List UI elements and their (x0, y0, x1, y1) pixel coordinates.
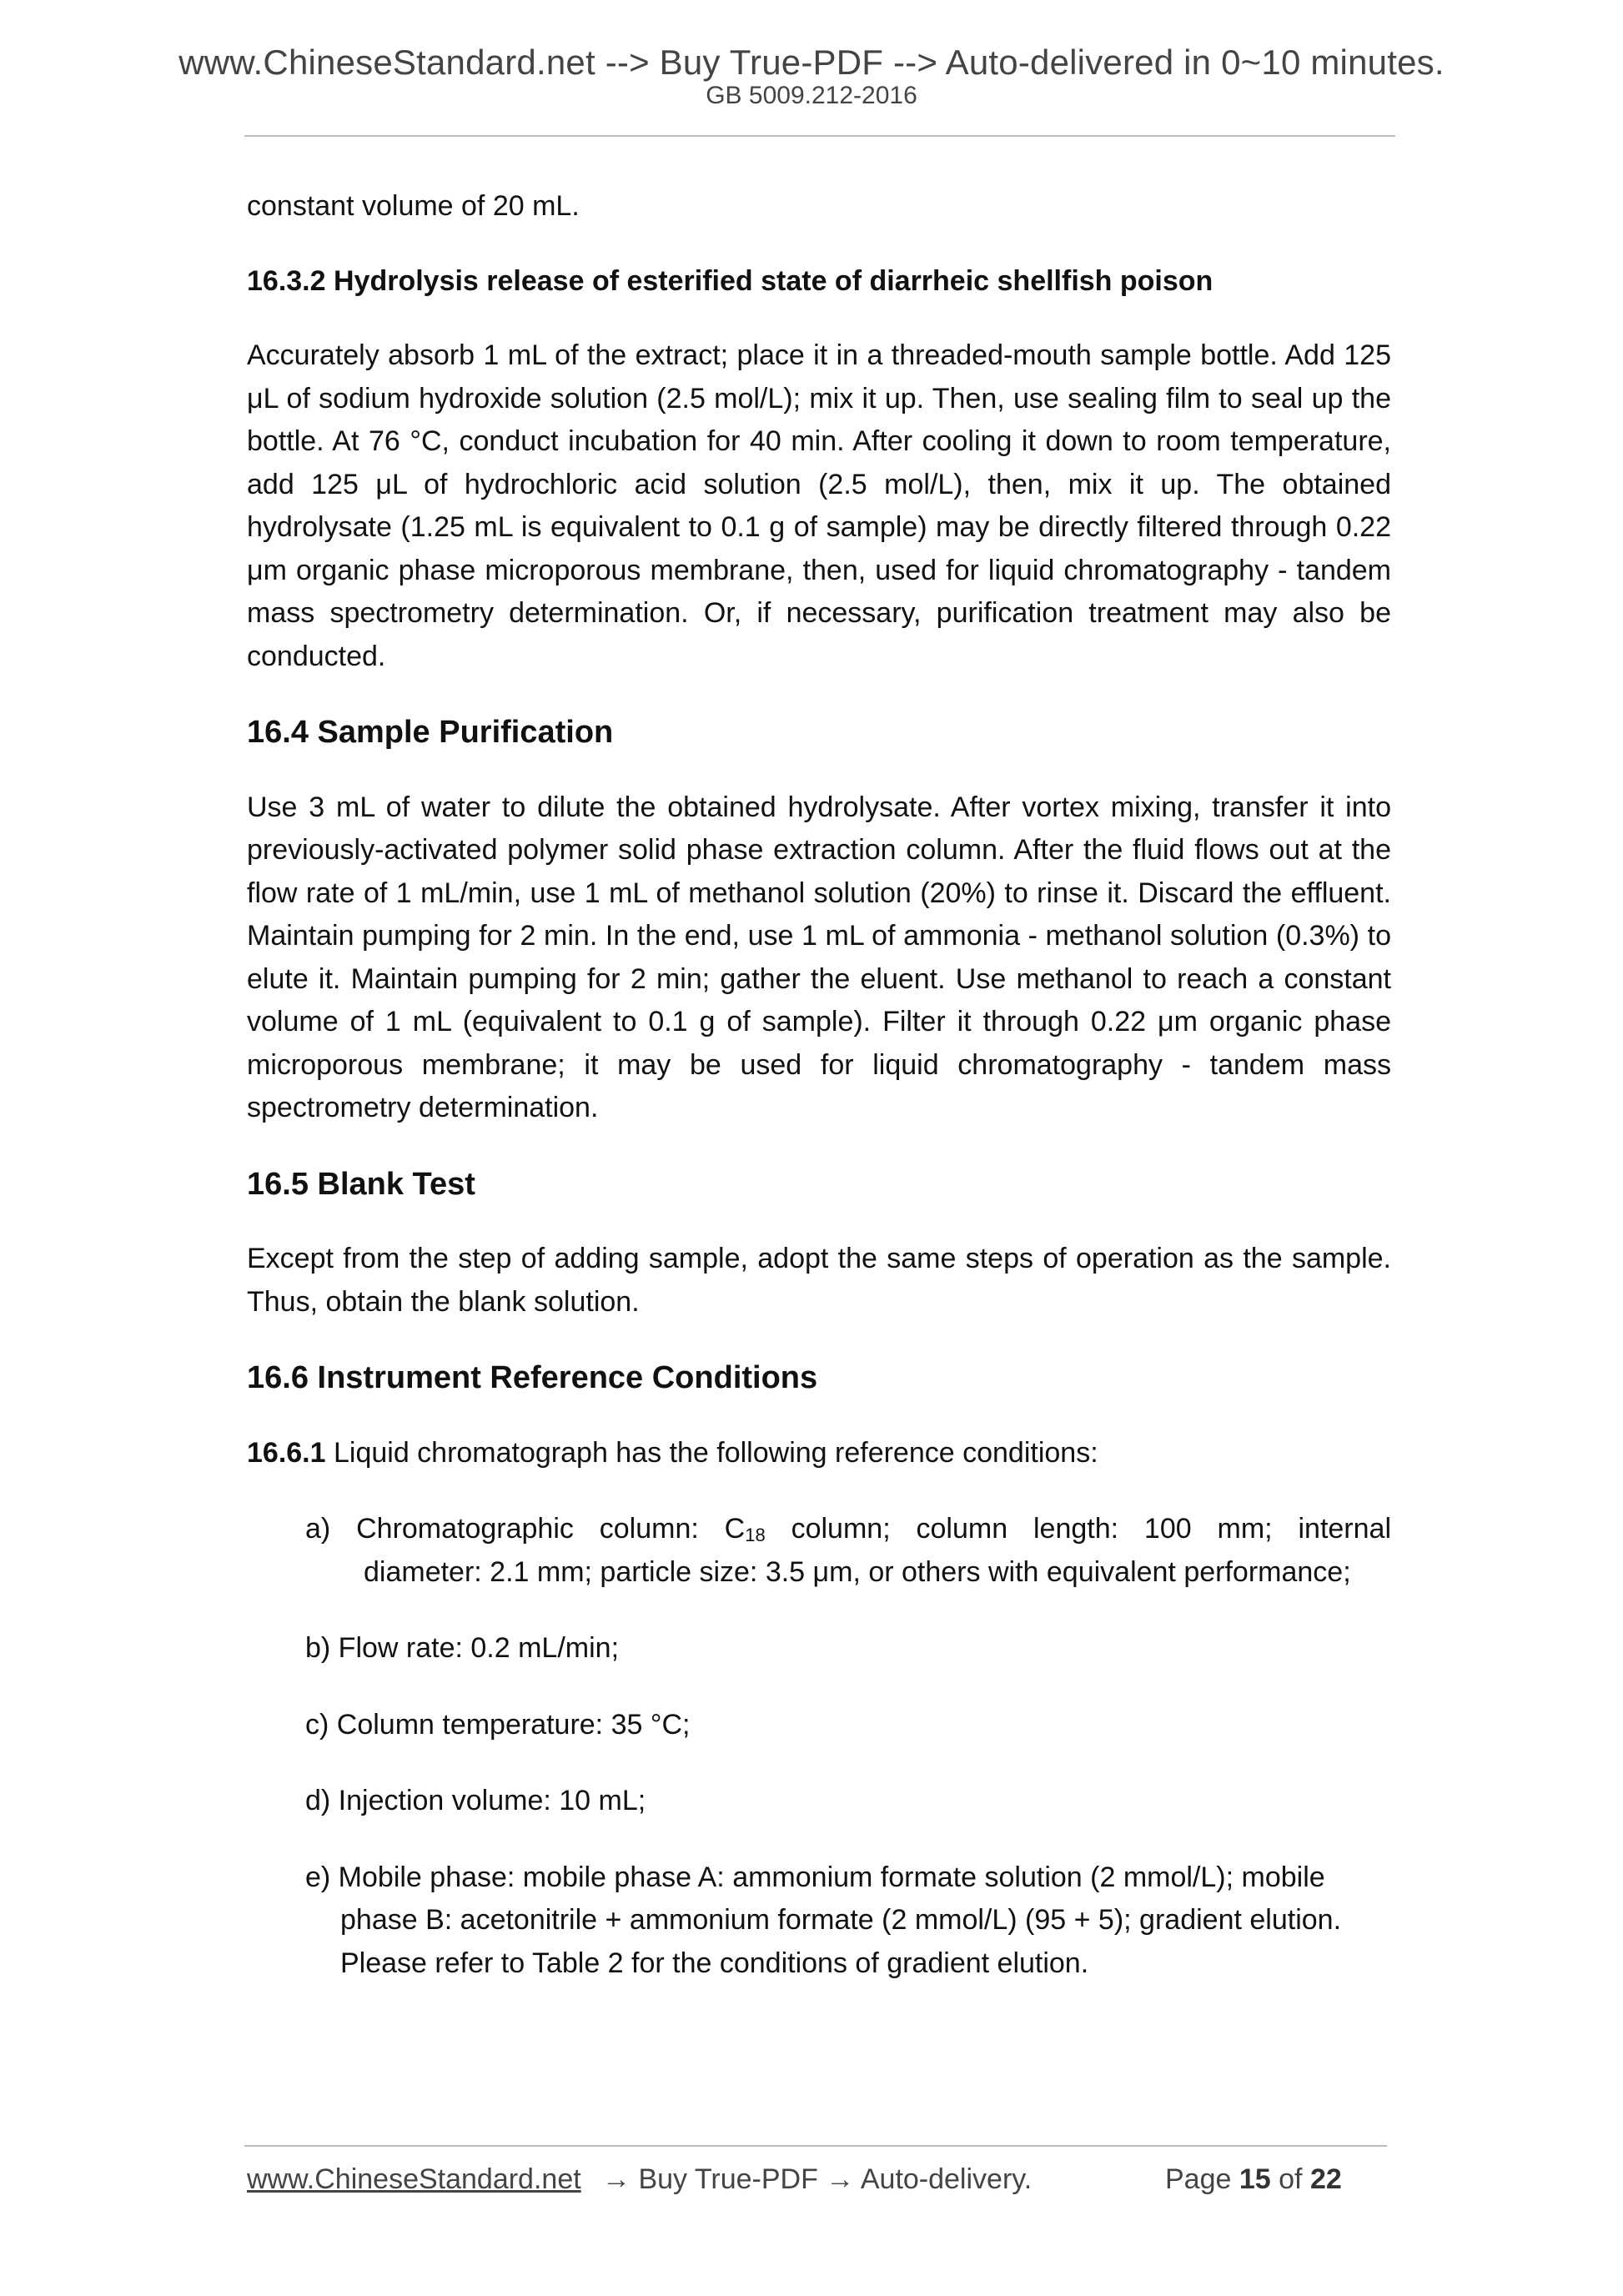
paragraph-16-4: Use 3 mL of water to dilute the obtained hydrolysate. After vortex mixing, transfer it into previously-activated polymer solid phase extraction column. After the fluid flows out at the flow rate of 1 mL/min, use 1 mL of methanol solution (20%) to rinse it. Discard the effluent. Maintain pumping for 2 min. In the end, use 1 mL of ammonia - methanol solution (0.3%) to elute it. Maintain pumping for 2 min; gather the eluent. Use methanol to reach a constant volume of 1 mL (equivalent to 0.1 g of sample). Filter it through 0.22 μm organic phase microporous membrane; it may be used for liquid chromatography - tandem mass spectrometry determination. (247, 791, 1391, 1123)
header-divider (244, 135, 1395, 137)
list-item-e (305, 1856, 1391, 1986)
footer-divider (244, 2145, 1387, 2147)
page-total-number: 22 (1309, 2163, 1342, 2195)
list-item-e-continuation: phase B: acetonitrile + ammonium formate (2 mmol/L) (95 + 5); gradient elution. Please refer to Table 2 for the conditions of gradient elution. (340, 1904, 1342, 1979)
heading-16-5: 16.5 Blank Test (247, 1166, 475, 1202)
page-indicator (1165, 2165, 1342, 2193)
heading-16-3-2: 16.3.2 Hydrolysis release of esterified state of diarrheic shellfish poison (247, 264, 1213, 297)
standard-number: GB 5009.212-2016 (706, 82, 917, 109)
list-item-b: b) Flow rate: 0.2 mL/min; (305, 1632, 620, 1664)
list-item-a-line1 (305, 1508, 1391, 1551)
list-item-c: c) Column temperature: 35 °C; (305, 1708, 691, 1741)
footer-delivery-text: → Buy True-PDF → Auto-delivery. (602, 2163, 1033, 2195)
page-current-number: 15 (1239, 2163, 1271, 2195)
heading-16-6: 16.6 Instrument Reference Conditions (247, 1360, 818, 1395)
clause-text-16-6-1: Liquid chromatograph has the following reference conditions: (325, 1436, 1098, 1469)
list-item-d: d) Injection volume: 10 mL; (305, 1785, 646, 1816)
heading-16-4: 16.4 Sample Purification (247, 715, 614, 750)
page-of-label: of (1279, 2163, 1303, 2195)
continuation-text: constant volume of 20 mL. (247, 190, 580, 222)
list-item-a (305, 1508, 1391, 1594)
list-item-a-text1: a) Chromatographic column: C (305, 1513, 746, 1545)
list-item-a-subscript: 18 (745, 1525, 766, 1545)
page-label: Page (1165, 2163, 1232, 2195)
list-item-e-line1: e) Mobile phase: mobile phase A: ammonium formate solution (2 mmol/L); mobile (305, 1861, 1325, 1893)
paragraph-16-5: Except from the step of adding sample, adopt the same steps of operation as the sample. Thus, obtain the blank solution. (247, 1243, 1391, 1318)
list-item-a-continuation: diameter: 2.1 mm; particle size: 3.5 μm, or others with equivalent performance; (364, 1555, 1351, 1588)
list-item-a-text2: column; column length: 100 mm; internal (765, 1513, 1391, 1545)
clause-number-16-6-1: 16.6.1 (247, 1436, 326, 1469)
header-banner[interactable]: www.ChineseStandard.net --> Buy True-PDF --> Auto-delivered in 0~10 minutes. (178, 43, 1445, 82)
footer-website-link[interactable]: www.ChineseStandard.net (247, 2163, 581, 2195)
page-body (247, 185, 1391, 1985)
paragraph-16-6-1 (247, 1432, 1391, 1475)
paragraph-16-3-2: Accurately absorb 1 mL of the extract; place it in a threaded-mouth sample bottle. Add 125 μL of sodium hydroxide solution (2.5 mol/L); mix it up. Then, use sealing film to seal up the bottle. At 76 °C, conduct incubation for 40 min. After cooling it down to room temperature, add 125 μL of hydrochloric acid solution (2.5 mol/L), then, mix it up. The obtained hydrolysate (1.25 mL is equivalent to 0.1 g of sample) may be directly filtered through 0.22 μm organic phase microporous membrane, then, used for liquid chromatography - tandem mass spectrometry determination. Or, if necessary, purification treatment may also be conducted. (247, 339, 1391, 672)
